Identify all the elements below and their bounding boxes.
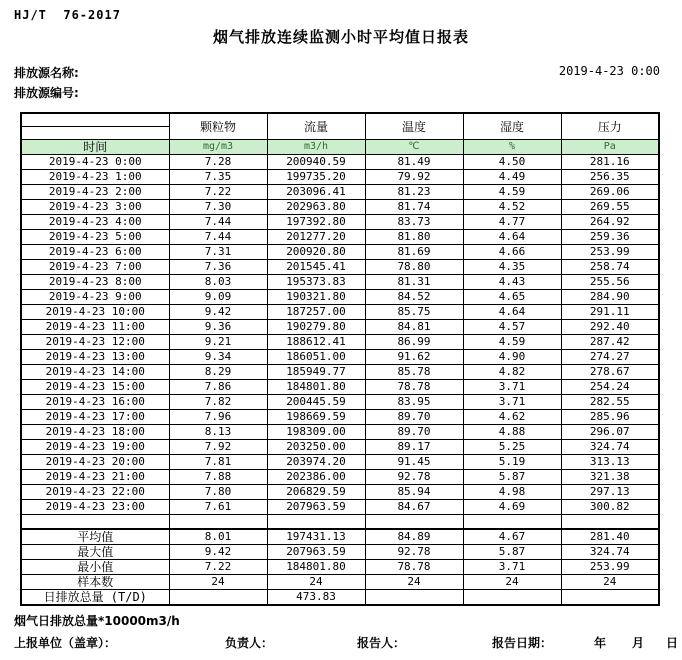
value-cell: 4.88	[463, 425, 561, 440]
col-header-pressure: 压力	[561, 113, 659, 140]
table-row	[21, 365, 659, 380]
col-header-particulate: 颗粒物	[169, 113, 267, 140]
table-row	[21, 290, 659, 305]
month-label: 月	[632, 636, 645, 650]
value-cell: 9.42	[169, 305, 267, 320]
value-cell: 7.86	[169, 380, 267, 395]
value-cell: 4.50	[463, 155, 561, 170]
table-row	[21, 230, 659, 245]
value-cell: 297.13	[561, 485, 659, 500]
summary-row	[21, 560, 659, 575]
separator-cell	[169, 515, 267, 530]
value-cell: 79.92	[365, 170, 463, 185]
value-cell: 4.43	[463, 275, 561, 290]
summary-value-cell: 78.78	[365, 560, 463, 575]
value-cell: 85.78	[365, 365, 463, 380]
value-cell: 202963.80	[267, 200, 365, 215]
value-cell: 7.31	[169, 245, 267, 260]
summary-label-cell: 最大值	[21, 545, 169, 560]
value-cell: 8.13	[169, 425, 267, 440]
summary-value-cell: 184801.80	[267, 560, 365, 575]
unit-header-row	[21, 140, 659, 155]
value-cell: 185949.77	[267, 365, 365, 380]
separator-row	[21, 515, 659, 530]
value-cell: 287.42	[561, 335, 659, 350]
value-cell: 324.74	[561, 440, 659, 455]
value-cell: 91.62	[365, 350, 463, 365]
value-cell: 8.29	[169, 365, 267, 380]
value-cell: 186051.00	[267, 350, 365, 365]
summary-value-cell: 24	[561, 575, 659, 590]
value-cell: 4.57	[463, 320, 561, 335]
source-name-label: 排放源名称:	[14, 66, 79, 80]
signature-line	[0, 634, 682, 650]
summary-row	[21, 529, 659, 545]
separator-cell	[365, 515, 463, 530]
value-cell: 203974.20	[267, 455, 365, 470]
responsible-person-label: 负责人：	[225, 636, 274, 650]
value-cell: 281.16	[561, 155, 659, 170]
value-cell: 284.90	[561, 290, 659, 305]
value-cell: 7.30	[169, 200, 267, 215]
time-header-cell: 时间	[21, 140, 169, 155]
table-row	[21, 185, 659, 200]
summary-label-cell: 样本数	[21, 575, 169, 590]
value-cell: 4.64	[463, 230, 561, 245]
value-cell: 292.40	[561, 320, 659, 335]
summary-row	[21, 545, 659, 560]
time-cell: 2019-4-23 14:00	[21, 365, 169, 380]
value-cell: 85.94	[365, 485, 463, 500]
summary-value-cell: 24	[365, 575, 463, 590]
value-cell: 4.90	[463, 350, 561, 365]
time-cell: 2019-4-23 20:00	[21, 455, 169, 470]
value-cell: 4.59	[463, 335, 561, 350]
value-cell: 256.35	[561, 170, 659, 185]
value-cell: 4.69	[463, 500, 561, 515]
summary-row	[21, 590, 659, 606]
table-row	[21, 155, 659, 170]
value-cell: 285.96	[561, 410, 659, 425]
value-cell: 4.77	[463, 215, 561, 230]
value-cell: 78.78	[365, 380, 463, 395]
table-row	[21, 215, 659, 230]
value-cell: 258.74	[561, 260, 659, 275]
value-cell: 4.59	[463, 185, 561, 200]
value-cell: 81.31	[365, 275, 463, 290]
summary-row	[21, 575, 659, 590]
value-cell: 201545.41	[267, 260, 365, 275]
value-cell: 206829.59	[267, 485, 365, 500]
value-cell: 89.17	[365, 440, 463, 455]
value-cell: 85.75	[365, 305, 463, 320]
value-cell: 254.24	[561, 380, 659, 395]
value-cell: 92.78	[365, 470, 463, 485]
value-cell: 264.92	[561, 215, 659, 230]
summary-value-cell: 24	[169, 575, 267, 590]
unit-cell-humidity: %	[463, 140, 561, 155]
summary-value-cell: 253.99	[561, 560, 659, 575]
summary-value-cell: 4.67	[463, 529, 561, 545]
value-cell: 81.69	[365, 245, 463, 260]
page-title: 烟气排放连续监测小时平均值日报表	[212, 28, 469, 46]
value-cell: 199735.20	[267, 170, 365, 185]
summary-value-cell: 9.42	[169, 545, 267, 560]
table-row	[21, 425, 659, 440]
time-cell: 2019-4-23 10:00	[21, 305, 169, 320]
value-cell: 9.09	[169, 290, 267, 305]
value-cell: 4.82	[463, 365, 561, 380]
time-cell: 2019-4-23 19:00	[21, 440, 169, 455]
total-emission-note: 烟气日排放总量*10000m3/h	[14, 614, 180, 628]
unit-cell-particulate: mg/m3	[169, 140, 267, 155]
value-cell: 4.98	[463, 485, 561, 500]
value-cell: 7.80	[169, 485, 267, 500]
summary-value-cell: 92.78	[365, 545, 463, 560]
time-cell: 2019-4-23 22:00	[21, 485, 169, 500]
value-cell: 4.49	[463, 170, 561, 185]
summary-label-cell: 平均值	[21, 529, 169, 545]
header-empty-top-cell	[21, 113, 169, 127]
report-unit-label: 上报单位（盖章）：	[14, 636, 117, 650]
value-cell: 282.55	[561, 395, 659, 410]
time-cell: 2019-4-23 15:00	[21, 380, 169, 395]
summary-value-cell: 473.83	[267, 590, 365, 606]
source-code-label: 排放源编号:	[14, 86, 79, 100]
value-cell: 89.70	[365, 425, 463, 440]
value-cell: 83.73	[365, 215, 463, 230]
summary-value-cell	[169, 590, 267, 606]
value-cell: 7.35	[169, 170, 267, 185]
value-cell: 5.19	[463, 455, 561, 470]
summary-value-cell: 324.74	[561, 545, 659, 560]
time-cell: 2019-4-23 1:00	[21, 170, 169, 185]
table-row	[21, 200, 659, 215]
standard-code: HJ/T 76-2017	[14, 8, 121, 22]
value-cell: 201277.20	[267, 230, 365, 245]
value-cell: 7.61	[169, 500, 267, 515]
separator-cell	[561, 515, 659, 530]
value-cell: 296.07	[561, 425, 659, 440]
value-cell: 78.80	[365, 260, 463, 275]
value-cell: 7.36	[169, 260, 267, 275]
value-cell: 253.99	[561, 245, 659, 260]
header-empty-bottom-cell	[21, 127, 169, 140]
col-header-humidity: 湿度	[463, 113, 561, 140]
data-rows-section	[21, 155, 659, 515]
value-cell: 86.99	[365, 335, 463, 350]
time-cell: 2019-4-23 21:00	[21, 470, 169, 485]
summary-label-cell: 最小值	[21, 560, 169, 575]
separator-cell	[21, 515, 169, 530]
table-row	[21, 455, 659, 470]
value-cell: 81.23	[365, 185, 463, 200]
summary-value-cell: 24	[463, 575, 561, 590]
value-cell: 7.82	[169, 395, 267, 410]
value-cell: 8.03	[169, 275, 267, 290]
col-header-flow: 流量	[267, 113, 365, 140]
value-cell: 269.06	[561, 185, 659, 200]
summary-value-cell	[561, 590, 659, 606]
value-cell: 184801.80	[267, 380, 365, 395]
value-cell: 81.74	[365, 200, 463, 215]
value-cell: 188612.41	[267, 335, 365, 350]
value-cell: 190279.80	[267, 320, 365, 335]
table-row	[21, 320, 659, 335]
summary-value-cell: 8.01	[169, 529, 267, 545]
value-cell: 274.27	[561, 350, 659, 365]
value-cell: 195373.83	[267, 275, 365, 290]
col-header-temperature: 温度	[365, 113, 463, 140]
time-cell: 2019-4-23 4:00	[21, 215, 169, 230]
value-cell: 7.88	[169, 470, 267, 485]
summary-value-cell: 5.87	[463, 545, 561, 560]
value-cell: 269.55	[561, 200, 659, 215]
value-cell: 207963.59	[267, 500, 365, 515]
summary-value-cell: 281.40	[561, 529, 659, 545]
reporter-label: 报告人：	[357, 636, 406, 650]
value-cell: 198309.00	[267, 425, 365, 440]
value-cell: 7.44	[169, 215, 267, 230]
header-row-top	[21, 113, 659, 127]
table-row	[21, 470, 659, 485]
summary-value-cell: 7.22	[169, 560, 267, 575]
table-row	[21, 245, 659, 260]
value-cell: 200445.59	[267, 395, 365, 410]
time-cell: 2019-4-23 18:00	[21, 425, 169, 440]
time-cell: 2019-4-23 5:00	[21, 230, 169, 245]
time-cell: 2019-4-23 3:00	[21, 200, 169, 215]
table-header	[21, 113, 659, 155]
table-row	[21, 395, 659, 410]
value-cell: 313.13	[561, 455, 659, 470]
value-cell: 81.80	[365, 230, 463, 245]
summary-value-cell: 3.71	[463, 560, 561, 575]
value-cell: 187257.00	[267, 305, 365, 320]
value-cell: 4.64	[463, 305, 561, 320]
unit-cell-pressure: Pa	[561, 140, 659, 155]
time-cell: 2019-4-23 7:00	[21, 260, 169, 275]
summary-value-cell: 207963.59	[267, 545, 365, 560]
value-cell: 4.52	[463, 200, 561, 215]
value-cell: 300.82	[561, 500, 659, 515]
value-cell: 84.67	[365, 500, 463, 515]
value-cell: 81.49	[365, 155, 463, 170]
table-row	[21, 275, 659, 290]
value-cell: 4.65	[463, 290, 561, 305]
report-datetime: 2019-4-23 0:00	[558, 64, 660, 78]
value-cell: 291.11	[561, 305, 659, 320]
value-cell: 198669.59	[267, 410, 365, 425]
value-cell: 203096.41	[267, 185, 365, 200]
value-cell: 84.52	[365, 290, 463, 305]
report-table	[20, 112, 660, 606]
table-row	[21, 410, 659, 425]
table-row	[21, 380, 659, 395]
value-cell: 259.36	[561, 230, 659, 245]
summary-label-cell: 日排放总量 (T/D)	[21, 590, 169, 606]
time-cell: 2019-4-23 8:00	[21, 275, 169, 290]
table-row	[21, 335, 659, 350]
time-cell: 2019-4-23 12:00	[21, 335, 169, 350]
table-row	[21, 170, 659, 185]
value-cell: 7.96	[169, 410, 267, 425]
time-cell: 2019-4-23 16:00	[21, 395, 169, 410]
day-label: 日	[666, 636, 679, 650]
value-cell: 84.81	[365, 320, 463, 335]
value-cell: 200940.59	[267, 155, 365, 170]
summary-value-cell	[463, 590, 561, 606]
table-row	[21, 485, 659, 500]
value-cell: 4.62	[463, 410, 561, 425]
summary-value-cell: 197431.13	[267, 529, 365, 545]
value-cell: 4.35	[463, 260, 561, 275]
value-cell: 202386.00	[267, 470, 365, 485]
report-date-label: 报告日期：	[492, 636, 553, 650]
time-cell: 2019-4-23 6:00	[21, 245, 169, 260]
value-cell: 3.71	[463, 395, 561, 410]
summary-section	[21, 515, 659, 606]
time-cell: 2019-4-23 0:00	[21, 155, 169, 170]
value-cell: 4.66	[463, 245, 561, 260]
value-cell: 203250.00	[267, 440, 365, 455]
value-cell: 9.21	[169, 335, 267, 350]
value-cell: 9.34	[169, 350, 267, 365]
value-cell: 5.25	[463, 440, 561, 455]
time-cell: 2019-4-23 17:00	[21, 410, 169, 425]
time-cell: 2019-4-23 23:00	[21, 500, 169, 515]
table-row	[21, 350, 659, 365]
summary-value-cell: 84.89	[365, 529, 463, 545]
separator-cell	[463, 515, 561, 530]
value-cell: 7.44	[169, 230, 267, 245]
summary-value-cell: 24	[267, 575, 365, 590]
value-cell: 7.22	[169, 185, 267, 200]
summary-value-cell	[365, 590, 463, 606]
value-cell: 321.38	[561, 470, 659, 485]
value-cell: 7.81	[169, 455, 267, 470]
value-cell: 190321.80	[267, 290, 365, 305]
value-cell: 7.28	[169, 155, 267, 170]
value-cell: 7.92	[169, 440, 267, 455]
time-cell: 2019-4-23 9:00	[21, 290, 169, 305]
table-row	[21, 305, 659, 320]
value-cell: 278.67	[561, 365, 659, 380]
table-row	[21, 440, 659, 455]
value-cell: 197392.80	[267, 215, 365, 230]
time-cell: 2019-4-23 11:00	[21, 320, 169, 335]
table-row	[21, 500, 659, 515]
value-cell: 83.95	[365, 395, 463, 410]
separator-cell	[267, 515, 365, 530]
value-cell: 9.36	[169, 320, 267, 335]
unit-cell-temperature: ℃	[365, 140, 463, 155]
time-cell: 2019-4-23 13:00	[21, 350, 169, 365]
value-cell: 91.45	[365, 455, 463, 470]
value-cell: 200920.80	[267, 245, 365, 260]
table-row	[21, 260, 659, 275]
value-cell: 89.70	[365, 410, 463, 425]
year-label: 年	[594, 636, 607, 650]
value-cell: 5.87	[463, 470, 561, 485]
unit-cell-flow: m3/h	[267, 140, 365, 155]
value-cell: 3.71	[463, 380, 561, 395]
value-cell: 255.56	[561, 275, 659, 290]
time-cell: 2019-4-23 2:00	[21, 185, 169, 200]
